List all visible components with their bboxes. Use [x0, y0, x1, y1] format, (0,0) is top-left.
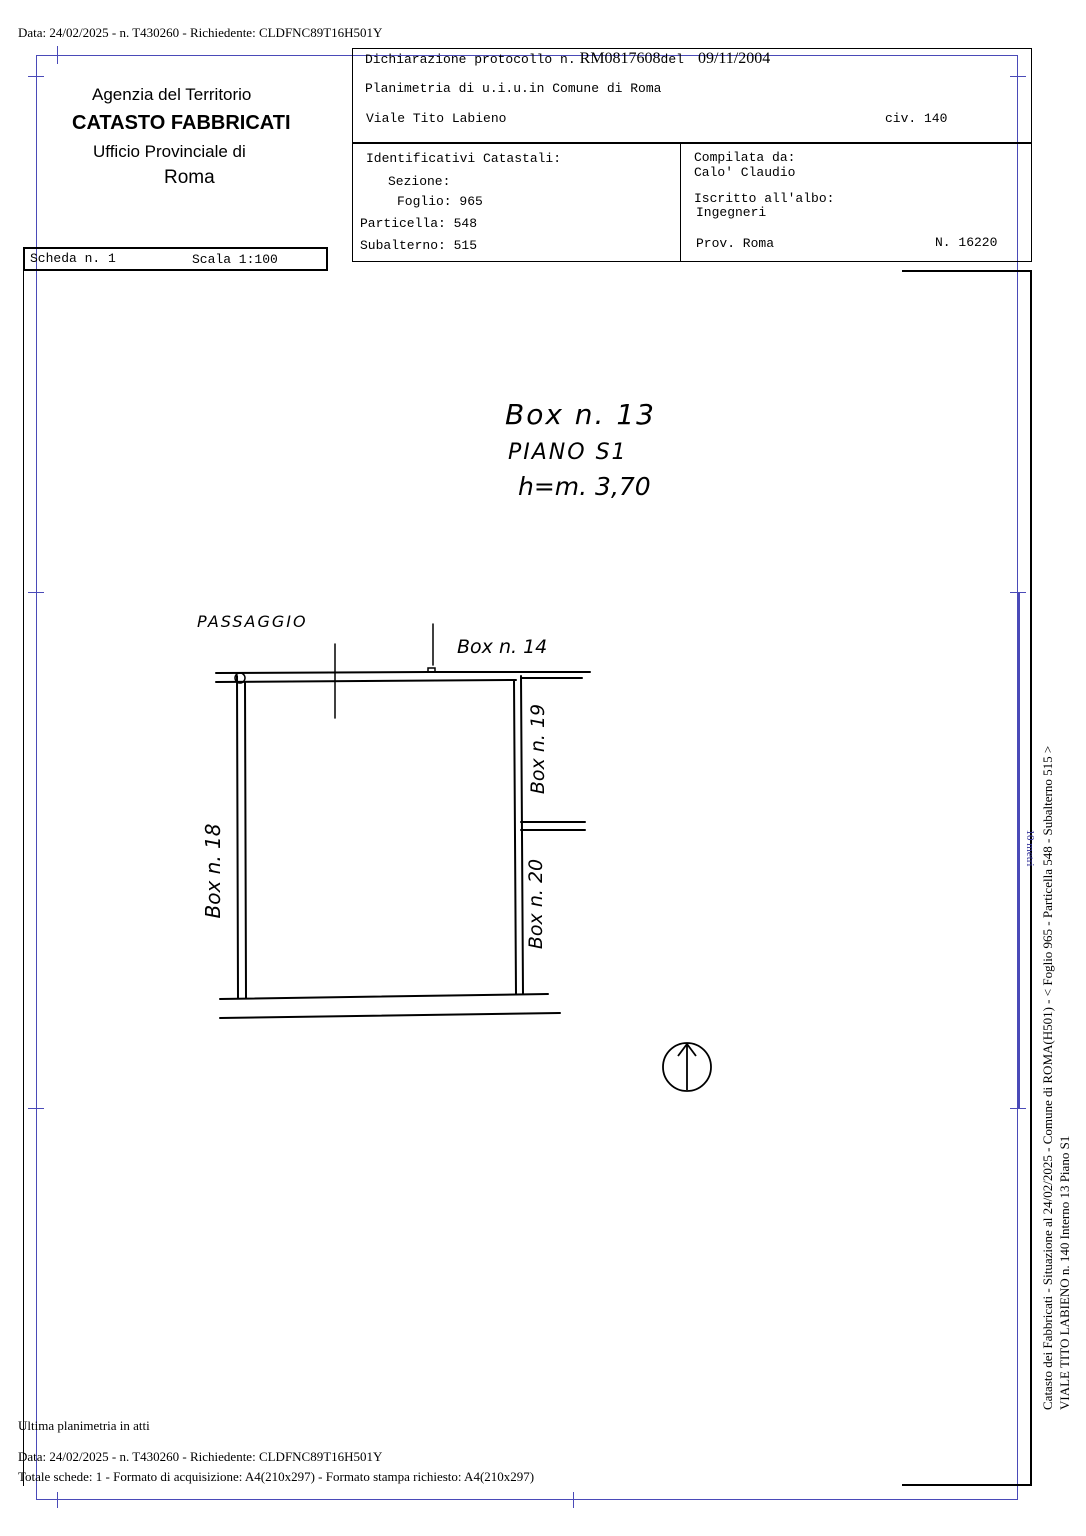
wall-right-inner: [521, 676, 523, 994]
compiler-label: Compilata da:: [694, 150, 796, 165]
identifier-subalterno: Subalterno: 515: [360, 238, 478, 253]
wall-right-outer: [514, 680, 516, 994]
label-box-18: Box n. 18: [201, 823, 225, 919]
label-box-14: Box n. 14: [457, 636, 548, 658]
albo-label: Iscritto all'albo:: [694, 191, 835, 206]
side-caption-situazione: Catasto dei Fabbricati - Situazione al 24/02/2025 - Comune di ROMA(H501) - < Foglio 965 - Particella 548 - Subalterno 515 >: [1040, 745, 1055, 1410]
protocol-del: del: [660, 52, 684, 67]
side-caption-address: VIALE TITO LABIENO n. 140 Interno 13 Piano S1: [1057, 1135, 1072, 1410]
wall-left-outer: [237, 676, 238, 998]
footer-data: Data: 24/02/2025 - n. T430260 - Richiedente: CLDFNC89T16H501Y: [18, 1449, 383, 1464]
partition-box19-box20: [521, 822, 585, 830]
compiler-name: Calo' Claudio: [694, 165, 796, 180]
scale-marker: 10 metri: [1024, 829, 1036, 867]
door-notch: [428, 624, 435, 672]
agency-city: Roma: [164, 167, 215, 188]
drawing-title-floor: PIANO S1: [508, 440, 628, 465]
wall-top-outer: [216, 672, 590, 673]
header-line: Data: 24/02/2025 - n. T430260 - Richiedente: CLDFNC89T16H501Y: [18, 25, 383, 40]
agency-ufficio: Ufficio Provinciale di: [93, 142, 246, 161]
drawing-title-height: h=m. 3,70: [518, 472, 651, 501]
identifiers-title: Identificativi Catastali:: [366, 151, 562, 166]
protocol-label: Dichiarazione protocollo n.: [365, 52, 576, 67]
identifier-sezione: Sezione:: [388, 174, 451, 189]
label-box-19: Box n. 19: [527, 703, 549, 795]
planimetria-line: Planimetria di u.i.u.in Comune di Roma: [365, 81, 662, 96]
identifier-particella: Particella: 548: [360, 216, 478, 231]
compiler-number: N. 16220: [935, 235, 998, 250]
address: Viale Tito Labieno: [366, 111, 507, 126]
footer-ultima: Ultima planimetria in atti: [18, 1418, 150, 1433]
footer-totale: Totale schede: 1 - Formato di acquisizione: A4(210x297) - Formato stampa richiesto: A4(210x297): [18, 1469, 535, 1484]
wall-left-inner: [245, 682, 246, 998]
north-arrow: [663, 1043, 711, 1091]
scheda-number: Scheda n. 1: [30, 251, 116, 266]
drawing-title-box: Box n. 13: [505, 398, 656, 431]
protocol-number: RM0817608: [579, 50, 661, 67]
label-passaggio: PASSAGGIO: [197, 612, 308, 631]
agency-name: Agenzia del Territorio: [92, 85, 252, 104]
scheda-scale: Scala 1:100: [192, 252, 278, 267]
identifier-foglio: Foglio: 965: [397, 194, 483, 209]
label-box-20: Box n. 20: [525, 858, 547, 950]
agency-catasto: CATASTO FABBRICATI: [72, 112, 291, 134]
wall-bottom-outer: [220, 1013, 560, 1018]
wall-bottom: [220, 994, 548, 999]
compiler-province: Prov. Roma: [696, 236, 775, 251]
civico: civ. 140: [885, 111, 948, 126]
wall-top-inner: [216, 680, 516, 682]
protocol-date: 09/11/2004: [697, 50, 771, 67]
albo-value: Ingegneri: [696, 205, 767, 220]
